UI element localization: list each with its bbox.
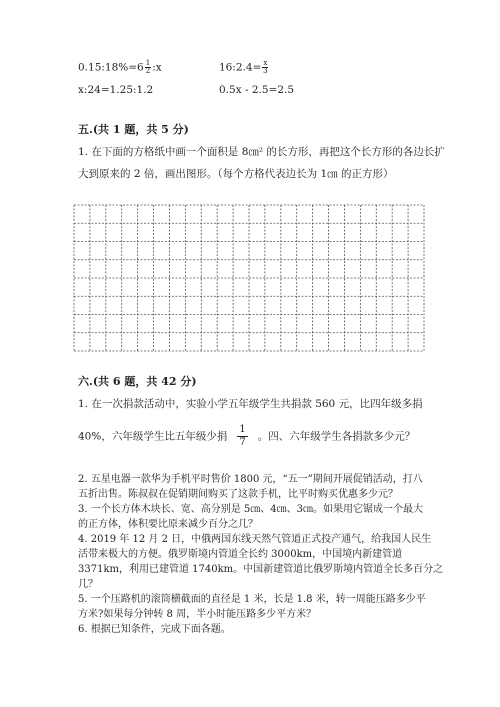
section-5-title: 五.(共 1 题，共 5 分) bbox=[78, 123, 189, 136]
question-3-line-1: 3. 一个长方体木块长、宽、高分别是 5㎝、4㎝、3㎝。如果用它锯成一个最大 bbox=[78, 504, 423, 515]
question-3-line-2: 的正方体，体积要比原来减少百分之几？ bbox=[78, 519, 258, 530]
question-6-line-1: 6. 根据已知条件，完成下面各题。 bbox=[78, 624, 231, 635]
question-2-line-1: 2. 五星电器一款华为手机平时售价 1800 元，“五一”期间开展促销活动，打八 bbox=[78, 474, 423, 485]
section-6-title: 六.(共 6 题，共 42 分) bbox=[78, 375, 197, 388]
equation-3: x:24=1.25:1.2 bbox=[78, 84, 154, 96]
question-2-line-2: 五折出售。陈叔叔在促销期间购买了这款手机，比平时购买优惠多少元？ bbox=[78, 489, 398, 500]
equation-2-left: 16:2.4= bbox=[219, 61, 262, 74]
fraction: $\frac{1}{2}$ bbox=[145, 59, 151, 75]
equation-1-right: :x bbox=[152, 61, 162, 74]
fraction: $\frac{x}{3}$ bbox=[263, 59, 268, 75]
question-1-line-1: 1. 在一次捐款活动中，实验小学五年级学生共捐款 560 元，比四年级多捐 bbox=[78, 398, 423, 410]
section-5-line-2: 大到原来的 2 倍，画出图形。（每个方格代表边长为 1㎝ 的正方形） bbox=[78, 168, 394, 180]
question-1-line-2: 40%，六年级学生比五年级少捐 $\frac{1}{7}$ 。四、六年级学生各捐款多少元？ bbox=[78, 424, 416, 448]
section-5-line-1: 1. 在下面的方格纸中画一个面积是 8㎝² 的长方形，再把这个长方形的各边长扩 bbox=[78, 146, 445, 158]
grid-paper-svg bbox=[73, 204, 425, 352]
equation-1-left: 0.15:18%=6 bbox=[78, 61, 144, 74]
equation-4: 0.5x - 2.5=2.5 bbox=[219, 84, 295, 96]
equation-1 bbox=[78, 60, 162, 75]
fraction: $\frac{1}{7}$ bbox=[239, 424, 246, 448]
grid-paper bbox=[73, 204, 425, 352]
question-4-line-4: 几？ bbox=[78, 579, 98, 590]
equation-2 bbox=[219, 60, 269, 75]
question-4-line-3: 3371km，利用已建管道 1740km。中国新建管道比俄罗斯境内管道全长多百分之 bbox=[78, 564, 444, 575]
question-4-line-2: 活带来极大的方便。俄罗斯境内管道全长约 3000km，中国境内新建管道 bbox=[78, 549, 403, 560]
question-5-line-2: 方米?如果每分钟转 8 周，半小时能压路多少平方米？ bbox=[78, 609, 317, 620]
question-4-line-1: 4. 2019 年 12 月 2 日，中俄两国东线天然气管道正式投产通气，给我国人民生 bbox=[78, 534, 432, 545]
question-5-line-1: 5. 一个压路机的滚筒横截面的直径是 1 米，长是 1.8 米，转一周能压路多少平 bbox=[78, 594, 426, 605]
